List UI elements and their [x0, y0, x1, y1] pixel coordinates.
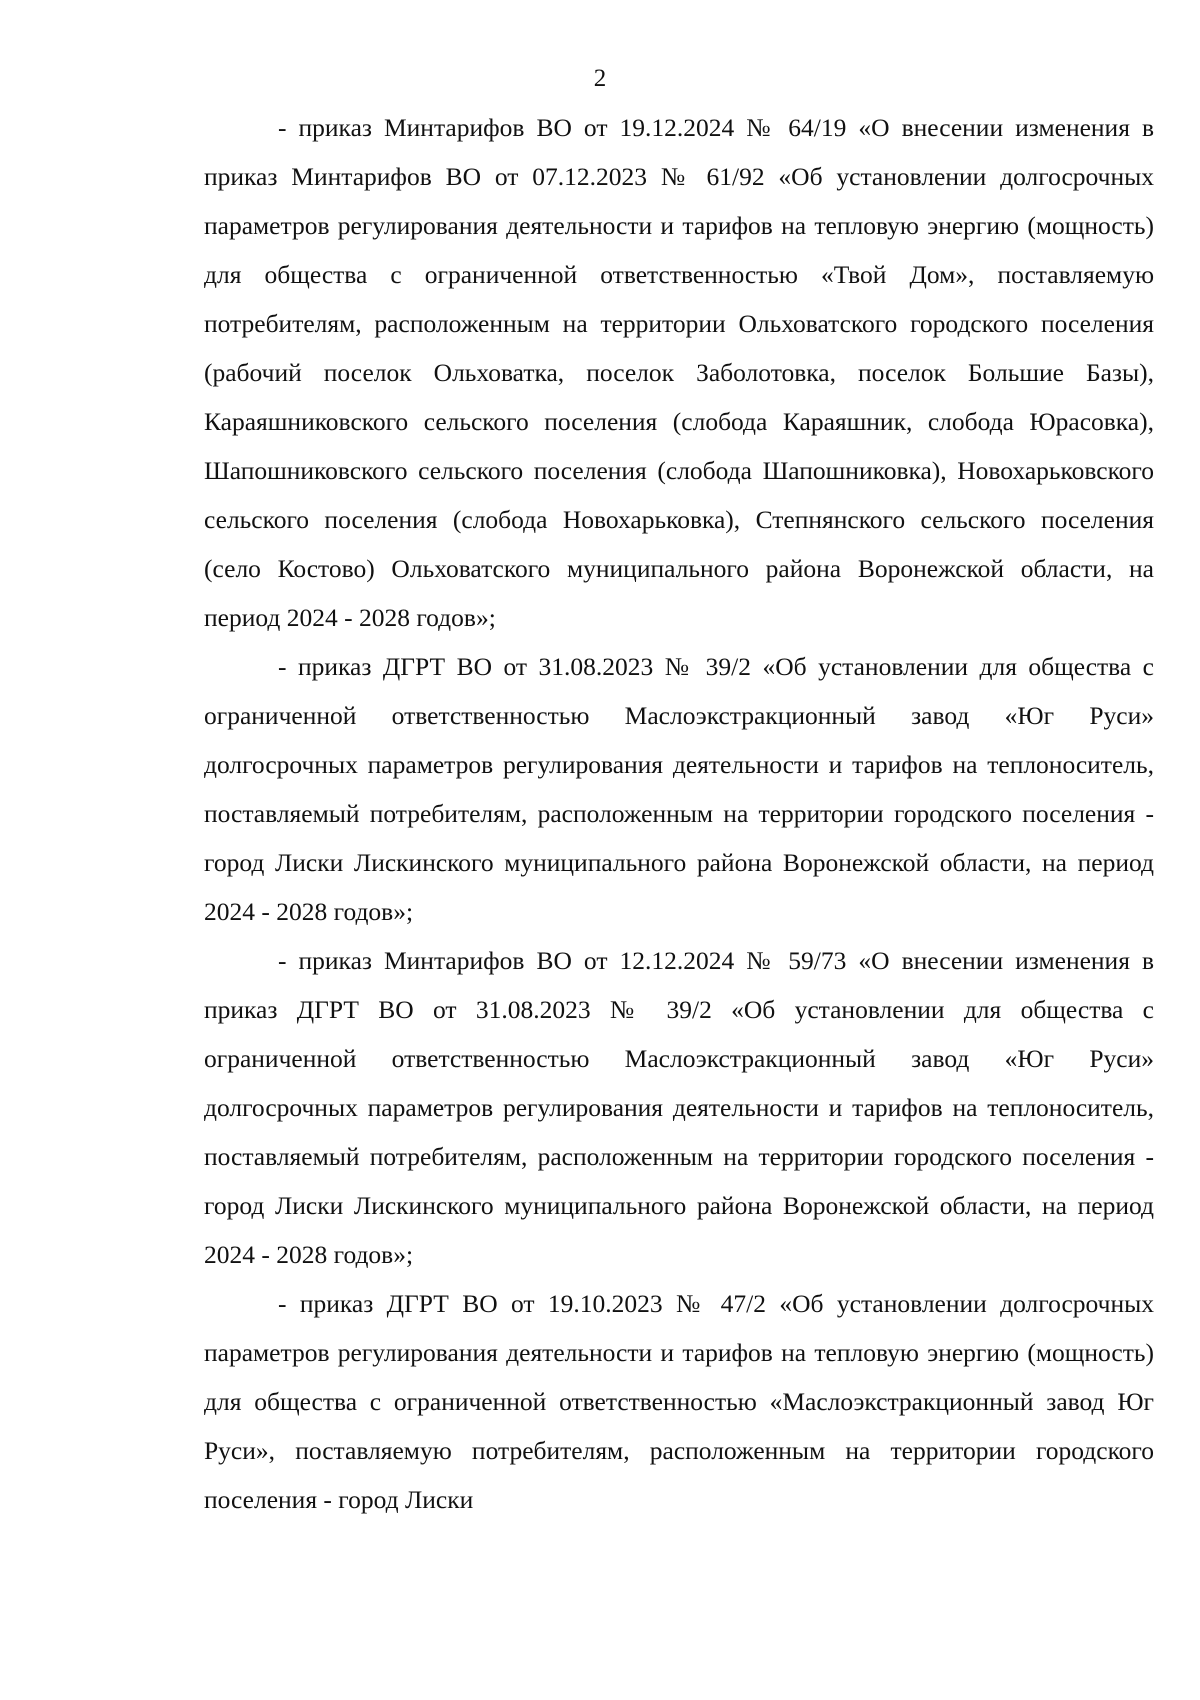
page-number: 2 [593, 65, 607, 92]
paragraph-order-59-73: - приказ Минтарифов ВО от 12.12.2024 № 59/73 «О внесении изменения в приказ ДГРТ ВО от 31.08.2023 № 39/2 «Об установлении для общества с ограниченной ответственностью Маслоэкстракционный завод «Юг Руси» долгосрочных параметров регулирования деятельности и тарифов на теплоноситель, поставляемый потребителям, расположенным на территории городского поселения - город Лиски Лискинского муниципального района Воронежской области, на период 2024 - 2028 годов»; [204, 946, 1154, 1269]
document-body [204, 103, 1154, 1524]
paragraph-order-64-19: - приказ Минтарифов ВО от 19.12.2024 № 64/19 «О внесении изменения в приказ Минтарифов ВО от 07.12.2023 № 61/92 «Об установлении долгосрочных параметров регулирования деятельности и тарифов на тепловую энергию (мощность) для общества с ограниченной ответственностью «Твой Дом», поставляемую потребителям, расположенным на территории Ольховатского городского поселения (рабочий поселок Ольховатка, поселок Заболотовка, поселок Большие Базы), Караяшниковского сельского поселения (слобода Караяшник, слобода Юрасовка), Шапошниковского сельского поселения (слобода Шапошниковка), Новохарьковского сельского поселения (слобода Новохарьковка), Степнянского сельского поселения (село Костово) Ольховатского муниципального района Воронежской области, на период 2024 - 2028 годов»; [204, 113, 1154, 632]
paragraph-order-39-2: - приказ ДГРТ ВО от 31.08.2023 № 39/2 «Об установлении для общества с ограниченной ответственностью Маслоэкстракционный завод «Юг Руси» долгосрочных параметров регулирования деятельности и тарифов на теплоноситель, поставляемый потребителям, расположенным на территории городского поселения - город Лиски Лискинского муниципального района Воронежской области, на период 2024 - 2028 годов»; [204, 652, 1154, 926]
paragraph-order-47-2: - приказ ДГРТ ВО от 19.10.2023 № 47/2 «Об установлении долгосрочных параметров регулирования деятельности и тарифов на тепловую энергию (мощность) для общества с ограниченной ответственностью «Маслоэкстракционный завод Юг Руси», поставляемую потребителям, расположенным на территории городского поселения - город Лиски [204, 1289, 1154, 1514]
